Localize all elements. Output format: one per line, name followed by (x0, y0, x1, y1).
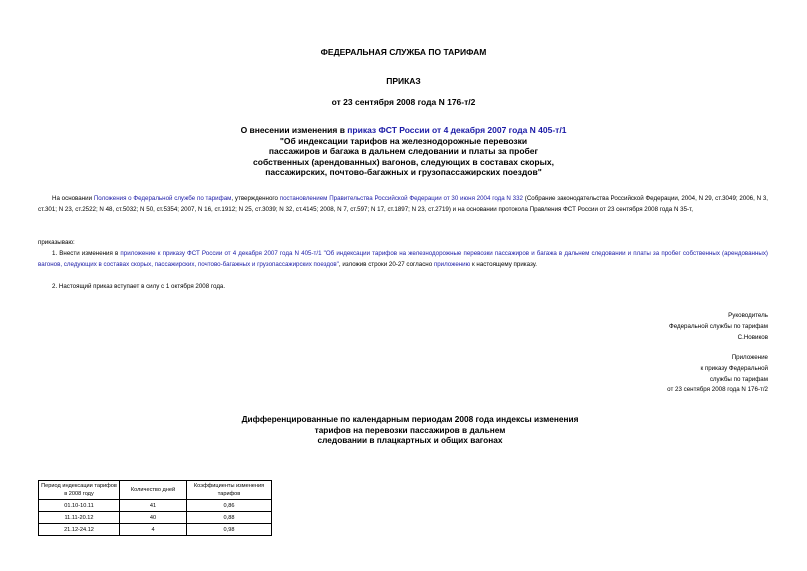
item1-text-3: к настоящему приказу. (470, 261, 537, 268)
signature-line-2: Федеральной службы по тарифам (669, 322, 768, 330)
title-line-5: пассажирских, почтово-багажных и грузопассажирских поездов" (265, 167, 542, 178)
doc-type: ПРИКАЗ (386, 76, 421, 86)
table-row (39, 500, 272, 512)
basis-text-2: , утвержденного (231, 195, 280, 202)
section-title-line-2: тарифов на перевозки пассажиров в дальнем (314, 424, 506, 435)
header-days: Количество дней (120, 481, 187, 500)
cell-coefficient: 0,86 (187, 500, 272, 512)
doc-number: от 23 сентября 2008 года N 176-т/2 (331, 97, 476, 107)
basis-text-3: (Собрание законодательства Российской Федерации, 2004, N 29, ст.3049; 2006, N 3, ст.301; N 23, ст.2522; N 48, ст.5032; N 50, ст.5354; 2007, N 16, ст.1912; N 25, ст.3039; N 32, ст.4145; 2008, N 7, ст.597; N 17, ст.1897; N 23, ст.2719) и на основании протокола Правления ФСТ России от 23 сентября 2008 года N 35-т, (38, 195, 768, 213)
cell-coefficient: 0,88 (187, 512, 272, 524)
order-title (0, 125, 807, 178)
appendix-block (667, 353, 768, 396)
title-line-4: собственных (арендованных) вагонов, следующих в составах скорых, (253, 156, 554, 167)
signature-block (669, 311, 768, 343)
link-fst-regulation[interactable]: Положения о Федеральной службе по тарифам (93, 195, 232, 202)
section-title (200, 414, 620, 446)
cell-days: 41 (120, 500, 187, 512)
basis-text-1: На основании (52, 195, 94, 202)
link-appendix-order-405[interactable]: приложение к приказу ФСТ России от 4 декабря 2007 года N 405-т/1 "Об индексации тарифов на железнодорожные перевозки пассажиров и багажа в дальнем следовании и платы за пробег собственных (арендованных) вагонов, следующих в составах скорых, пассажирских, почтово-багажных и грузопассажирских поездов" (38, 250, 768, 268)
cell-coefficient: 0,98 (187, 524, 272, 536)
title-line-3: пассажиров и багажа в дальнем следовании и платы за пробег (268, 146, 539, 157)
order-item-1 (38, 248, 768, 270)
appendix-line-3: службы по тарифам (709, 375, 768, 383)
section-title-line-1: Дифференцированные по календарным периодам 2008 года индексы изменения (241, 414, 579, 424)
table-row (39, 512, 272, 524)
header-coefficients: Коэффициенты изменения тарифов (187, 481, 272, 500)
orders-label: приказываю: (38, 239, 75, 246)
cell-period: 11.11-20.12 (39, 512, 120, 524)
org-title: ФЕДЕРАЛЬНАЯ СЛУЖБА ПО ТАРИФАМ (320, 47, 487, 57)
basis-paragraph (38, 193, 768, 215)
appendix-line-1: Приложение (731, 354, 768, 361)
cell-period: 21.12-24.12 (39, 524, 120, 536)
title-link-order-405[interactable]: приказ ФСТ России от 4 декабря 2007 года N 405-т/1 (347, 125, 567, 135)
table-row (39, 524, 272, 536)
item1-text-1: 1. Внести изменения в (52, 250, 121, 257)
cell-days: 4 (120, 524, 187, 536)
signature-name: С.Новиков (737, 333, 768, 341)
title-prefix: О внесении изменения в (240, 125, 348, 135)
signature-line-1: Руководитель (728, 312, 768, 319)
appendix-line-2: к приказу Федеральной (700, 364, 768, 372)
order-item-2: 2. Настоящий приказ вступает в силу с 1 октября 2008 года. (52, 283, 226, 290)
cell-period: 01.10-10.11 (39, 500, 120, 512)
link-appendix[interactable]: приложению (433, 261, 471, 268)
item1-text-2: , изложив строки 20-27 согласно (338, 261, 434, 268)
link-government-decree[interactable]: постановлением Правительства Российской Федерации от 30 июня 2004 года N 332 (279, 195, 523, 202)
header-period: Период индексации тарифов в 2008 году (39, 481, 120, 500)
indices-table (38, 480, 272, 536)
appendix-line-4: от 23 сентября 2008 года N 176-т/2 (667, 386, 768, 394)
cell-days: 40 (120, 512, 187, 524)
section-title-line-3: следовании в плацкартных и общих вагонах (317, 435, 503, 446)
title-line-2: "Об индексации тарифов на железнодорожные перевозки (279, 135, 528, 146)
table-header-row (39, 481, 272, 500)
